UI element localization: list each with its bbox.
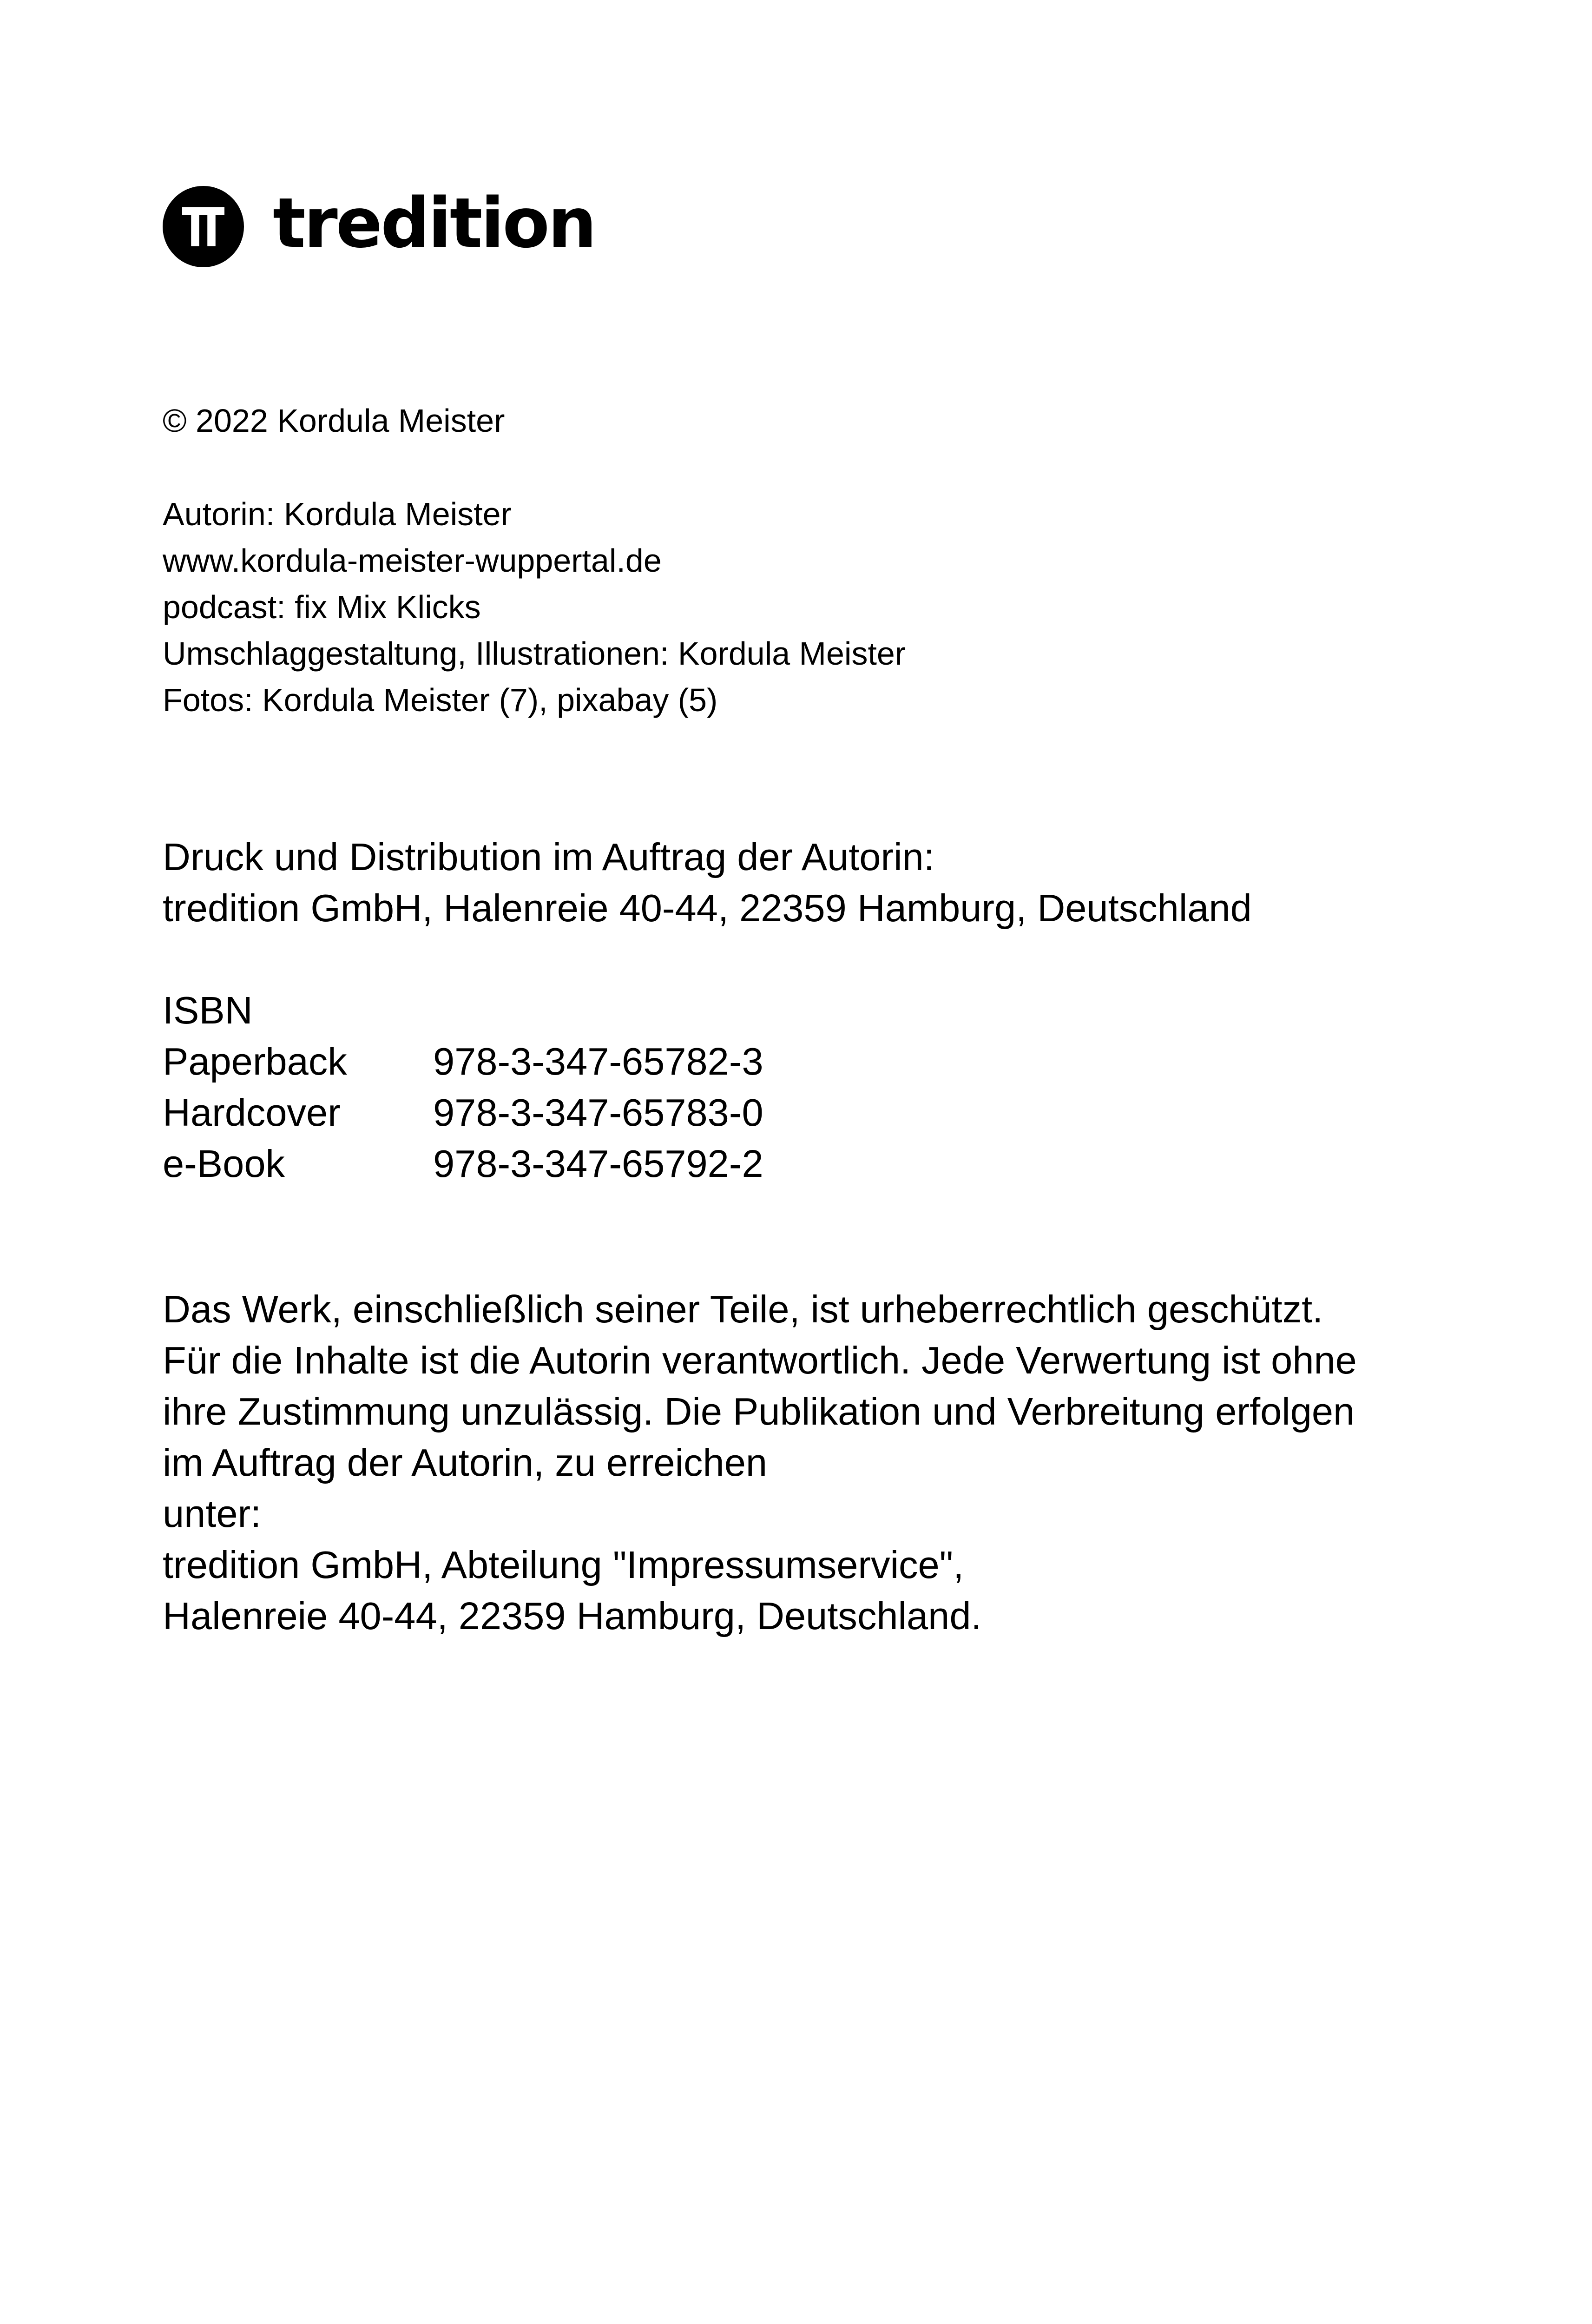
credit-author: Autorin: Kordula Meister [163, 496, 512, 532]
legal-line-1: Das Werk, einschließlich seiner Teile, ist urheberrechtlich geschützt. [163, 1287, 1323, 1331]
credit-cover-design: Umschlaggestaltung, Illustrationen: Kordula Meister [163, 635, 906, 672]
publisher-logo [163, 183, 595, 267]
credit-photos: Fotos: Kordula Meister (7), pixabay (5) [163, 682, 718, 718]
legal-line-7: Halenreie 40-44, 22359 Hamburg, Deutschland. [163, 1594, 982, 1637]
legal-line-2: Für die Inhalte ist die Autorin verantwortlich. Jede Verwertung ist ohne [163, 1339, 1357, 1382]
legal-line-6: tredition GmbH, Abteilung "Impressumservice", [163, 1543, 964, 1586]
isbn-number-paperback: 978-3-347-65782-3 [433, 1040, 763, 1083]
isbn-format-ebook: e-Book [163, 1142, 285, 1185]
copyright-line: © 2022 Kordula Meister [163, 403, 505, 439]
tredition-logo-icon [163, 186, 244, 267]
isbn-number-hardcover: 978-3-347-65783-0 [433, 1091, 763, 1134]
printing-heading: Druck und Distribution im Auftrag der Autorin: [163, 835, 934, 878]
credit-podcast: podcast: fix Mix Klicks [163, 589, 481, 625]
isbn-format-hardcover: Hardcover [163, 1091, 341, 1134]
publisher-logo-text: tredition [273, 183, 595, 263]
isbn-format-paperback: Paperback [163, 1040, 347, 1083]
isbn-label: ISBN [163, 989, 253, 1032]
printing-address: tredition GmbH, Halenreie 40-44, 22359 Hamburg, Deutschland [163, 886, 1252, 930]
credit-website: www.kordula-meister-wuppertal.de [163, 542, 662, 579]
legal-line-3: ihre Zustimmung unzulässig. Die Publikation und Verbreitung erfolgen [163, 1390, 1355, 1433]
isbn-number-ebook: 978-3-347-65792-2 [433, 1142, 763, 1185]
legal-line-5: unter: [163, 1492, 262, 1535]
legal-line-4: im Auftrag der Autorin, zu erreichen [163, 1441, 768, 1484]
